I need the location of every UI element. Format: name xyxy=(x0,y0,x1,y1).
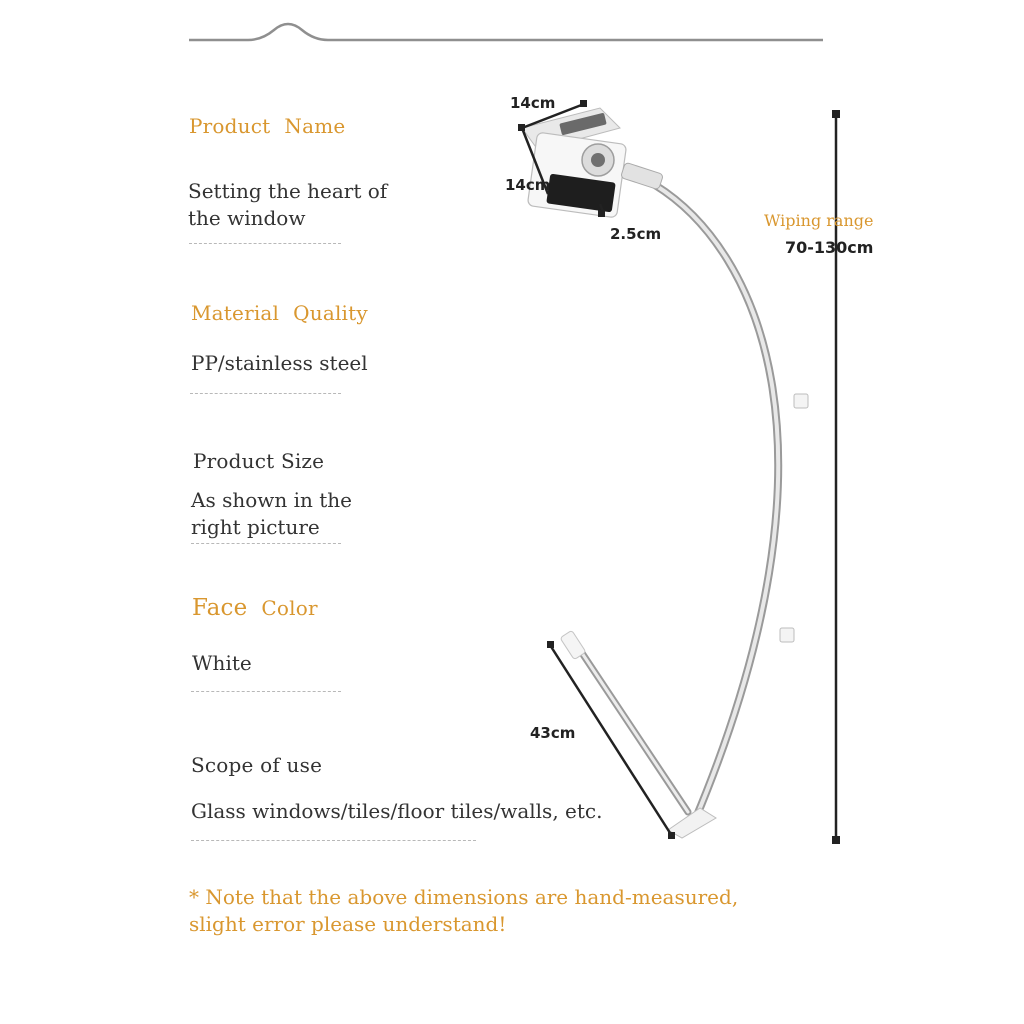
cleaner-head xyxy=(522,108,663,218)
spec-label: Product Size xyxy=(193,449,325,473)
dim-support-length: 43cm xyxy=(530,724,576,742)
dim-head-length: 14cm xyxy=(505,176,551,194)
spec-value: Glass windows/tiles/floor tiles/walls, etc. xyxy=(191,799,603,823)
wiping-range-label: Wiping range xyxy=(764,211,874,230)
spec-value: Setting the heart of the window xyxy=(188,179,388,230)
spec-value: White xyxy=(192,651,252,675)
measurement-note: * Note that the above dimensions are hand-measured, slight error please understand! xyxy=(189,885,739,936)
spec-value: As shown in the right picture xyxy=(191,488,352,539)
spec-value: PP/stainless steel xyxy=(191,351,368,375)
spec-label: Product Name xyxy=(189,114,346,138)
dim-head-width: 14cm xyxy=(510,94,556,112)
dim-head-thickness: 2.5cm xyxy=(610,225,662,243)
dimension-end-cap xyxy=(832,110,840,118)
spec-label: Face Color xyxy=(192,595,318,621)
dimension-end-cap xyxy=(832,836,840,844)
spec-label: Scope of use xyxy=(191,753,323,777)
spec-label: Material Quality xyxy=(191,301,368,325)
wiping-range-value: 70-130cm xyxy=(785,238,874,257)
